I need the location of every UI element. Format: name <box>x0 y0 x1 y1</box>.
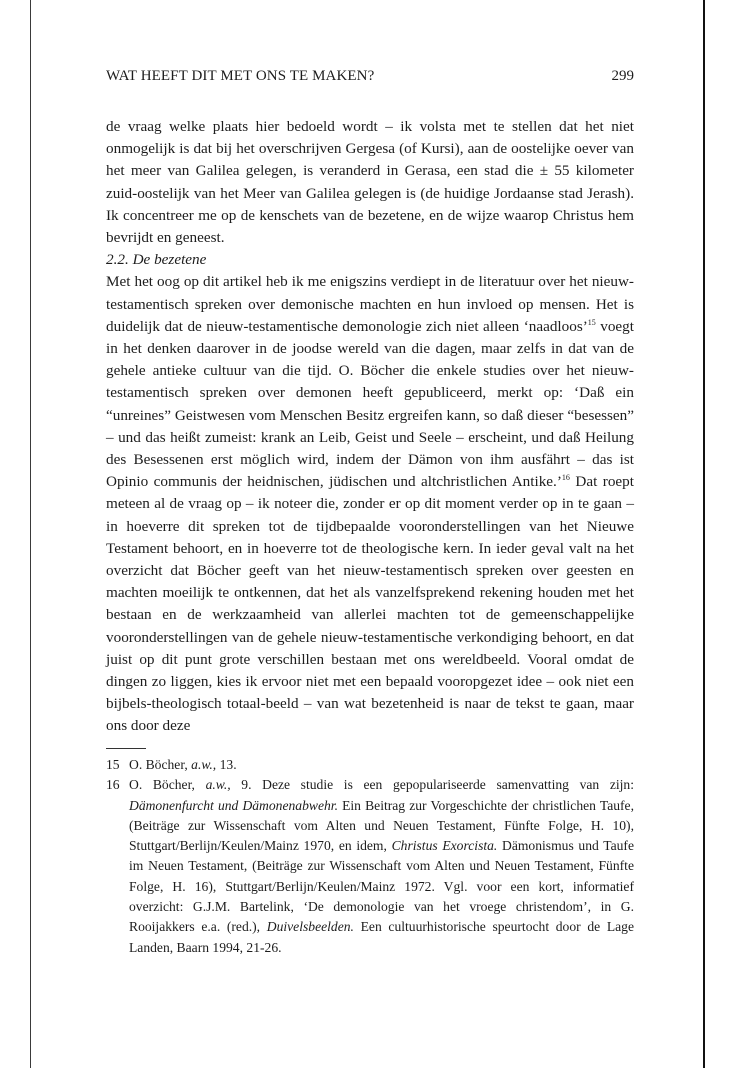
footnote-16-author: O. Böcher, <box>129 777 195 793</box>
footnote-15-rest: 13. <box>216 757 237 772</box>
footnote-16-text-4: Een cultuurhistorische speurtocht door de Lage Landen, Baarn 1994, 21-26. <box>129 919 634 955</box>
footnote-16-text-1: 9. Deze studie is een gepopulariseerde samenvatting van zijn: <box>230 777 634 793</box>
footnote-16-aw: a.w., <box>205 777 231 793</box>
page-edge-right <box>703 0 705 1068</box>
footnote-16-title-3: Duivelsbeelden. <box>266 919 354 935</box>
footnote-ref-16[interactable]: 16 <box>561 473 570 483</box>
footnote-ref-15[interactable]: 15 <box>587 317 596 327</box>
footnote-16-title-1: Dämonenfurcht und Dämonenabwehr. <box>129 797 338 813</box>
footnote-16-title-2: Christus Exorcista. <box>391 838 498 854</box>
paragraph-2 <box>106 271 634 737</box>
footnote-15-number: 15 <box>106 757 120 772</box>
footnote-16-number: 16 <box>106 777 120 793</box>
footnote-16 <box>106 775 634 958</box>
paragraph-1: de vraag welke plaats hier bedoeld wordt – ik volsta met te stellen dat het niet onmogelijk is dat bij het overschrijven Gergesa (of Kursi), aan de oostelijke oever van het meer van Galilea gelegen, is veranderd in Gerasa, een stad die ± 55 kilometer zuid-oostelijk van het Meer van Galilea gelegen is (de huidige Jordaanse stad Jerash). Ik concentreer me op de kenschets van de bezetene, en de wijze waarop Christus hem bevrijdt en geneest. <box>106 118 634 247</box>
paragraph-2-part-1: Met het oog op dit artikel heb ik me enigszins verdiept in de literatuur over het nieuw-testamentisch spreken over demonische machten en hun invloed op mensen. Het is duidelijk dat de nieuw-testamentische demonologie zich niet alleen ‘naadloos’ <box>106 273 634 335</box>
footnote-15-author: O. Böcher, <box>129 757 188 772</box>
footnotes <box>106 755 634 958</box>
running-title: WAT HEEFT DIT MET ONS TE MAKEN? <box>106 68 375 84</box>
footnote-separator <box>106 748 146 749</box>
section-heading: 2.2. De bezetene <box>106 251 207 269</box>
paragraph-2-part-2: voegt in het denken daarover in de joodse wereld van die dagen, maar zelfs in dat van de gehele antieke cultuur van die tijd. O. Böcher die enkele studies over het nieuw-testamentisch spreken over demonen heeft gepubliceerd, merkt op: ‘Daß ein “unreines” Geistwesen vom Menschen Besitz ergreifen kann, so daß dieser “besessen” – und das heißt zumeist: krank an Leib, Geist und Seele – erscheint, und daß Heilung des Besessenen erst möglich wird, indem der Dämon von ihm ausfährt – das ist Opinio communis der heidnischen, jüdischen und altchristlichen Antike.’ <box>106 317 634 491</box>
page-edge-left <box>30 0 31 1068</box>
footnote-16-text-3: Dämonismus und Taufe im Neuen Testament, (Beiträge zur Wissenschaft vom Alten und Neuen Testament, Fünfte Folge, H. 16), Stuttgart/Berlijn/Keulen/Mainz 1972. Vgl. voor een kort, informatief overzicht: G.J.M. Bartelink, ‘De demonologie van het vroege christendom’, in G. Rooijakkers e.a. (red.), <box>129 838 634 935</box>
main-text <box>106 116 634 738</box>
footnote-15 <box>106 755 634 775</box>
page-number: 299 <box>611 68 634 84</box>
paragraph-2-part-3: Dat roept meteen al de vraag op – ik noteer die, zonder er op dit moment verder op in te gaan – in hoeverre dit spreken tot de tijdbepaalde vooronderstellingen van het Nieuwe Testament behoort, en in hoeverre tot de theologische kern. In ieder geval valt na het overzicht dat Böcher geeft van het nieuw-testamentisch spreken over geesten en machten moeilijk te ontkennen, dat het als vanzelfsprekend rekening houden met het bestaan en de werkzaamheid van allerlei machten tot de gemeenschappelijke vooronderstellingen van de gehele nieuw-testamentische verkondiging behoort, en dat juist op dit punt grote verschillen bestaan met ons wereldbeeld. Vooral omdat de dingen zo liggen, kies ik ervoor niet met een bepaald vooropgezet idee – ook niet een bijbels-theologisch totaal-beeld – van wat bezetenheid is naar de tekst te gaan, maar ons door deze <box>106 473 634 735</box>
footnote-16-text-2: Ein Beitrag zur Vorgeschichte der christlichen Taufe, (Beiträge zur Wissenschaft vom Alten und Neuen Testament, Fünfte Folge, H. 10), Stuttgart/Berlijn/Keulen/Mainz 1970, en idem, <box>129 797 634 854</box>
footnote-15-aw: a.w., <box>191 757 217 772</box>
